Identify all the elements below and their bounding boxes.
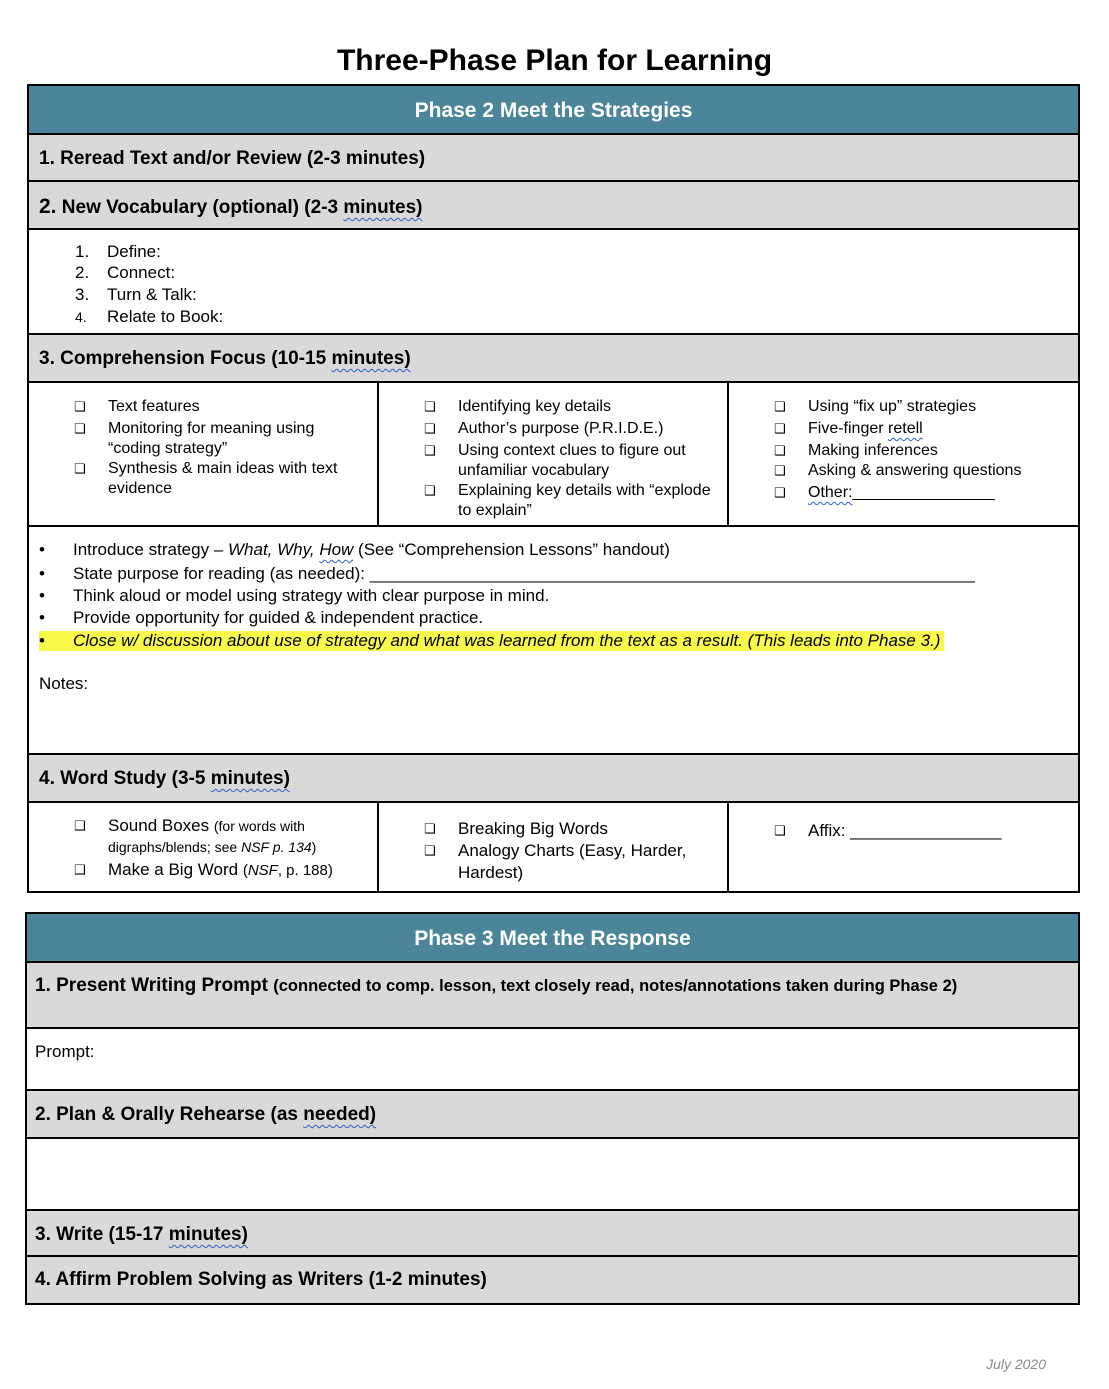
reread-row xyxy=(29,135,1078,182)
vocab-heading xyxy=(39,195,423,219)
word-study-heading-text: 4. Word Study (3-5 xyxy=(39,768,206,789)
vocab-step-define: 1. Define: xyxy=(75,242,161,261)
checkbox-icon: ❑ xyxy=(774,823,786,838)
bullet-think-aloud: • Think aloud or model using strategy with clear purpose in mind. xyxy=(39,586,550,605)
checkbox-icon: ❑ xyxy=(424,483,436,498)
affirm-heading: 4. Affirm Problem Solving as Writers (1-2 minutes) xyxy=(35,1269,487,1290)
word-study-col-1: ❑ Sound Boxes (for words with digraphs/blends; see NSF p. 134) ❑ Make a Big Word (NSF, p. 188) xyxy=(29,803,379,891)
strategy-col-2: ❑ Identifying key details ❑ Author’s purpose (P.R.I.D.E.) ❑ Using context clues to figure out unfamiliar vocabulary ❑ Explaining key details with “explode to explain” xyxy=(379,383,729,525)
prompt-label: Prompt: xyxy=(35,1042,95,1061)
strategy-col-1: ❑ Text features ❑ Monitoring for meaning using “coding strategy” ❑ Synthesis & main ideas with text evidence xyxy=(29,383,379,525)
bullet-introduce: • Introduce strategy – What, Why, How (See “Comprehension Lessons” handout) xyxy=(39,540,670,559)
bullet-purpose: • State purpose for reading (as needed): ________________________________________________________________ xyxy=(39,564,975,583)
plan-notes-row xyxy=(27,1139,1078,1211)
checkbox-icon: ❑ xyxy=(774,463,786,478)
vocab-step-connect: 2. Connect: xyxy=(75,263,176,282)
vocab-heading-text: New Vocabulary (optional) (2-3 xyxy=(61,197,339,218)
footer-date: July 2020 xyxy=(986,1356,1046,1372)
word-study-options-row xyxy=(29,803,1078,891)
checkbox-icon: ❑ xyxy=(424,821,436,836)
plan-row xyxy=(27,1091,1078,1139)
prompt-row xyxy=(27,1029,1078,1091)
checkbox-icon: ❑ xyxy=(774,421,786,436)
checkbox-icon: ❑ xyxy=(424,843,436,858)
word-study-col-3: ❑ Affix: ________________ xyxy=(774,821,1002,840)
checkbox-icon: ❑ xyxy=(774,399,786,414)
write-heading: 3. Write (15-17 minutes) xyxy=(35,1224,248,1245)
checkbox-icon: ❑ xyxy=(74,399,86,414)
comprehension-heading-squiggle: minutes) xyxy=(331,348,411,369)
notes-label: Notes: xyxy=(39,674,89,693)
phase3-header xyxy=(27,914,1078,963)
checkbox-icon: ❑ xyxy=(74,421,86,436)
checkbox-icon: ❑ xyxy=(424,443,436,458)
checkbox-icon: ❑ xyxy=(74,461,86,476)
comprehension-steps-row xyxy=(29,527,1078,755)
vocab-heading-squiggle: minutes) xyxy=(343,197,423,218)
phase3-header-text: Phase 3 Meet the Response xyxy=(414,927,691,950)
page-title: Three-Phase Plan for Learning xyxy=(336,44,773,77)
phase2-header-text: Phase 2 Meet the Strategies xyxy=(414,99,693,122)
comprehension-heading xyxy=(39,348,411,370)
vocab-heading-num: 2. xyxy=(39,195,57,218)
vocab-step-turn-talk: 3. Turn & Talk: xyxy=(75,285,197,304)
comprehension-strategies-row xyxy=(29,383,1078,527)
checkbox-icon: ❑ xyxy=(774,443,786,458)
checkbox-icon: ❑ xyxy=(74,862,86,877)
word-study-row xyxy=(29,755,1078,803)
affirm-row xyxy=(27,1257,1078,1303)
plan-heading: 2. Plan & Orally Rehearse (as needed) xyxy=(35,1104,377,1125)
word-study-heading-squiggle: minutes) xyxy=(210,768,290,789)
comprehension-row xyxy=(29,335,1078,383)
vocab-row xyxy=(29,182,1078,230)
reread-heading: 1. Reread Text and/or Review (2-3 minutes) xyxy=(39,148,426,169)
checkbox-icon: ❑ xyxy=(424,421,436,436)
phase2-header xyxy=(29,86,1078,135)
prompt-heading-row xyxy=(27,963,1078,1029)
comprehension-heading-text: 3. Comprehension Focus (10-15 xyxy=(39,348,327,369)
word-study-col-2: ❑ Breaking Big Words ❑ Analogy Charts (Easy, Harder, Hardest) xyxy=(379,803,729,891)
bullet-close: • Close w/ discussion about use of strategy and what was learned from the text as a result. (This leads into Phase 3.) xyxy=(39,631,944,651)
word-study-heading xyxy=(39,768,290,790)
checkbox-icon: ❑ xyxy=(424,399,436,414)
vocab-step-relate: 4. Relate to Book: xyxy=(75,307,224,326)
checkbox-icon: ❑ xyxy=(74,818,86,833)
prompt-heading: 1. Present Writing Prompt (connected to comp. lesson, text closely read, notes/annotations taken during Phase 2) xyxy=(35,975,958,996)
bullet-practice: • Provide opportunity for guided & independent practice. xyxy=(39,608,484,627)
checkbox-icon: ❑ xyxy=(774,485,786,500)
write-row xyxy=(27,1211,1078,1257)
phase3-table xyxy=(25,912,1080,1305)
vocab-steps-row xyxy=(29,230,1078,335)
phase2-table xyxy=(27,84,1080,893)
strategy-col-3: ❑ Using “fix up” strategies ❑ Five-finger retell ❑ Making inferences ❑ Asking & answering questions ❑ Other:________________ xyxy=(774,398,1022,501)
